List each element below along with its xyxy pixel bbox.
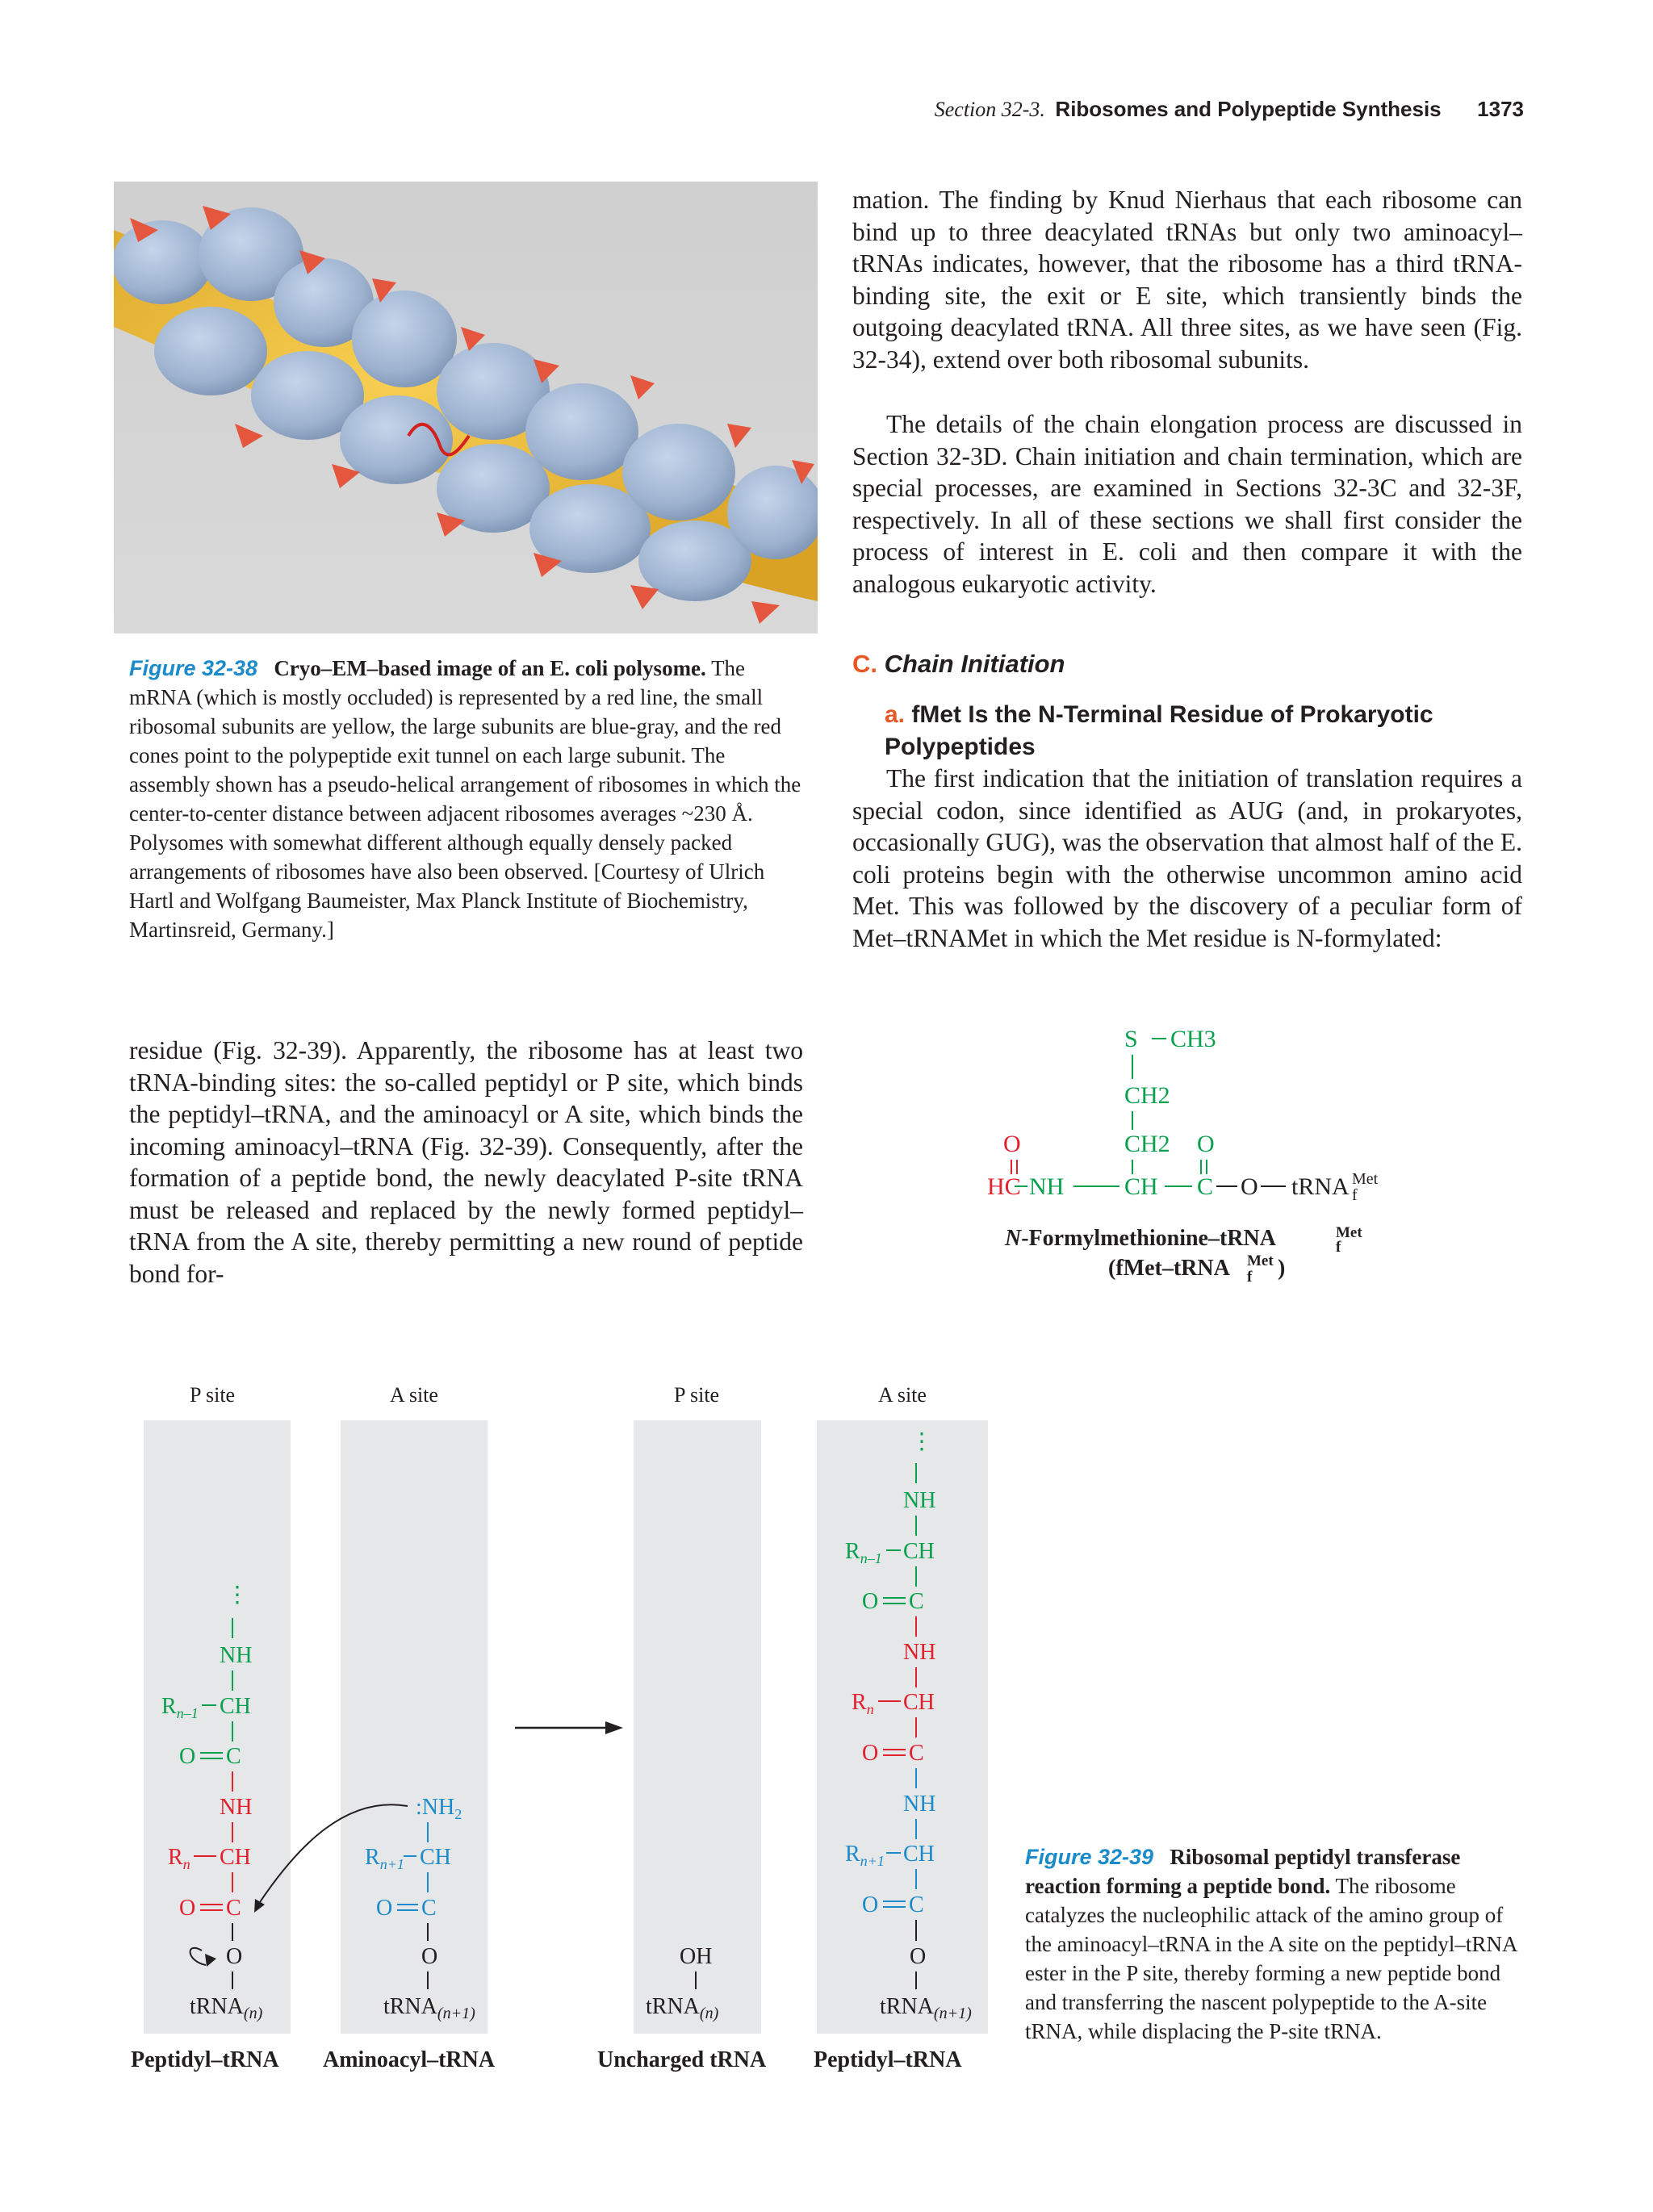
- panel-p-site-after: [634, 1420, 761, 2034]
- p3-trna: tRNA$_{(n)}$: [646, 1994, 719, 2022]
- site-label-1: P site: [190, 1383, 236, 1407]
- panel-label-3: Uncharged tRNA: [597, 2047, 767, 2072]
- figure-32-39-caption: [1025, 1842, 1525, 2046]
- p2-o: O: [376, 1896, 393, 1921]
- site-label-4: A site: [878, 1383, 927, 1407]
- polysome-image: [114, 182, 818, 633]
- p2-nh2: $:NH_2$: [416, 1795, 462, 1822]
- svg-text:⋮: ⋮: [226, 1583, 249, 1608]
- panel-label-4: Peptidyl–tRNA: [814, 2047, 962, 2072]
- paragraph-left: residue (Fig. 32-39). Apparently, the ribosome has at least two tRNA-binding sites: the so-called peptidyl or P site, which binds the peptidyl–tRNA, and the aminoacyl or A site, which binds the incoming aminoacyl–tRNA (Fig. 32-39). Consequently, after the formation of a peptide bond, the newly deacylated P-site tRNA must be released and replaced by the newly formed peptidyl–tRNA from the A site, thereby permitting a new round of peptide bond for-: [129, 1036, 803, 1288]
- fmet-c: C: [1197, 1173, 1214, 1200]
- site-label-2: A site: [390, 1383, 438, 1407]
- figure-32-39: [121, 1376, 1009, 2102]
- panel-a-site-after: [817, 1420, 988, 2034]
- p1-ch-b: CH: [220, 1845, 251, 1870]
- p4-nh-a: NH: [903, 1488, 936, 1513]
- p4-c-b: C: [909, 1741, 924, 1766]
- figure-32-38-caption: [129, 654, 803, 944]
- panel-p-site-before: [144, 1420, 291, 2034]
- figure-32-38-title: Cryo–EM–based image of an E. coli polysome.: [274, 656, 706, 680]
- p2-r: $R_{n+1}$: [365, 1845, 404, 1872]
- fmet-abbrev: (fMet–tRNA: [1108, 1256, 1230, 1281]
- p1-nh-b: NH: [220, 1795, 253, 1820]
- p4-o-b: O: [862, 1741, 879, 1766]
- fmet-trna: tRNA: [1291, 1173, 1350, 1200]
- heading-c-letter: C.: [852, 650, 877, 678]
- p4-r-c: $R_{n+1}$: [845, 1842, 885, 1869]
- p1-o-b: O: [179, 1896, 196, 1921]
- heading-a-letter: a.: [885, 701, 906, 728]
- p1-r-a: $R_{n-1}$: [161, 1694, 199, 1721]
- p4-o-a: O: [862, 1589, 879, 1614]
- heading-chain-initiation: [852, 650, 1065, 679]
- panel-a-site-before: [341, 1420, 488, 2034]
- site-label-3: P site: [674, 1383, 720, 1407]
- fmet-o-formyl: O: [1003, 1131, 1021, 1157]
- p4-c-a: C: [909, 1589, 924, 1614]
- figure-32-38-label: Figure 32-38: [129, 656, 258, 680]
- fmet-ch3: CH3: [1170, 1026, 1216, 1052]
- p4-nh-b: NH: [903, 1640, 936, 1665]
- figure-32-39-text: The ribosome catalyzes the nucleophilic attack of the amino group of the aminoacyl–tRNA in the A site on the peptidyl–tRNA ester in the P site, thereby forming a new peptide bond and transferring the nascent polypeptide to the A-site tRNA, while displacing the P-site tRNA.: [1025, 1874, 1517, 2043]
- p4-ch-a: CH: [903, 1539, 935, 1564]
- p2-c: C: [421, 1896, 437, 1921]
- p1-trna: tRNA$_{(n)}$: [190, 1994, 263, 2022]
- fmet-name-met: Met: [1336, 1224, 1362, 1241]
- p2-ch: CH: [420, 1845, 451, 1870]
- figure-32-39-label: Figure 32-39: [1025, 1845, 1154, 1869]
- fmet-structure: [973, 1013, 1425, 1303]
- p1-nh-a: NH: [220, 1643, 253, 1668]
- fmet-name: N-Formylmethionine–tRNA: [1005, 1226, 1276, 1251]
- p4-c-c: C: [909, 1892, 924, 1917]
- p4-o-ester: O: [910, 1944, 927, 1969]
- figure-32-39-title: Ribosomal peptidyl transferase reaction forming a peptide bond.: [1025, 1845, 1461, 1898]
- p2-o-ester: O: [421, 1944, 438, 1969]
- fmet-name-f: f: [1336, 1239, 1341, 1256]
- fmet-nh: NH: [1029, 1173, 1065, 1200]
- fmet-ch2-a: CH2: [1124, 1082, 1170, 1109]
- fmet-f-sub: f: [1352, 1186, 1358, 1204]
- running-header: [935, 97, 1524, 122]
- heading-a-text: fMet Is the N-Terminal Residue of Prokaryotic Polypeptides: [885, 701, 1433, 760]
- p4-r-b: $R_n$: [852, 1690, 874, 1717]
- section-title: Ribosomes and Polypeptide Synthesis: [1055, 97, 1442, 121]
- panel-label-1: Peptidyl–tRNA: [131, 2047, 279, 2072]
- p1-ch-a: CH: [220, 1694, 251, 1719]
- polysome-render: [114, 182, 818, 633]
- p1-r-b: $R_n$: [168, 1845, 190, 1872]
- heading-fmet: [885, 699, 1522, 763]
- fmet-structure-drawing: [973, 1013, 1425, 1303]
- p4-ch-b: CH: [903, 1690, 935, 1715]
- fmet-abbrev-close: ): [1278, 1256, 1286, 1281]
- fmet-ch: CH: [1124, 1173, 1158, 1200]
- paragraph-1: mation. The finding by Knud Nierhaus that each ribosome can bind up to three deacylated tRNAs but only two aminoacyl–tRNAs indicates, however, that the ribosome has a third tRNA-binding site, the exit or E site, which transiently binds the outgoing deacylated tRNA. All three sites, as we have seen (Fig. 32-34), extend over both ribosomal subunits.: [852, 186, 1522, 374]
- panel-label-2: Aminoacyl–tRNA: [323, 2047, 496, 2072]
- fmet-s: S: [1124, 1026, 1138, 1052]
- p4-trna: tRNA$_{(n+1)}$: [880, 1994, 972, 2022]
- p4-o-c: O: [862, 1892, 879, 1917]
- p3-oh: OH: [680, 1944, 713, 1969]
- fmet-hc: HC: [987, 1173, 1021, 1200]
- p1-o-ester: O: [226, 1944, 243, 1969]
- p1-c-a: C: [226, 1744, 241, 1769]
- heading-c-text: Chain Initiation: [884, 650, 1065, 678]
- peptidyl-transferase-diagram: [121, 1376, 1009, 2102]
- p4-nh-c: NH: [903, 1792, 936, 1817]
- fmet-ch2-b: CH2: [1124, 1131, 1170, 1157]
- fmet-abbrev-f: f: [1247, 1269, 1253, 1286]
- svg-text:⋮: ⋮: [910, 1429, 933, 1454]
- figure-32-38-text: The mRNA (which is mostly occluded) is represented by a red line, the small ribosomal subunits are yellow, the large subunits are blue-gray, and the red cones point to the polypeptide exit tunnel on each large subunit. The assembly shown has a pseudo-helical arrangement of ribosomes in which the center-to-center distance between adjacent ribosomes averages ~230 Å. Polysomes with somewhat different although equally densely packed arrangements of ribosomes have also been observed. [Courtesy of Ulrich Hartl and Wolfgang Baumeister, Max Planck Institute of Biochemistry, Martinsreid, Germany.]: [129, 656, 801, 942]
- fmet-abbrev-met: Met: [1247, 1252, 1274, 1269]
- section-number: Section 32-3.: [934, 98, 1045, 121]
- p2-trna: tRNA$_{(n+1)}$: [383, 1994, 475, 2022]
- p4-ch-c: CH: [903, 1842, 935, 1867]
- paragraph-2: The details of the chain elongation process are discussed in Section 32-3D. Chain initiation and chain termination, which are special processes, are examined in Sections 32-3C and 32-3F, respectively. In all of these sections we shall first consider the process of interest in E. coli and then compare it with the analogous eukaryotic activity.: [852, 410, 1522, 598]
- p1-o-a: O: [179, 1744, 196, 1769]
- page-number: 1373: [1477, 97, 1524, 121]
- p4-r-a: $R_{n-1}$: [845, 1539, 882, 1566]
- fmet-o-ester: O: [1241, 1173, 1258, 1200]
- fmet-met-super: Met: [1352, 1170, 1379, 1188]
- p1-c-b: C: [226, 1896, 241, 1921]
- fmet-o-carbonyl: O: [1197, 1131, 1215, 1157]
- paragraph-3: The first indication that the initiation of translation requires a special codon, since identified as AUG (and, in prokaryotes, occasionally GUG), was the observation that almost half of the E. coli proteins begin with the otherwise uncommon amino acid Met. This was followed by the discovery of a peculiar form of Met–tRNAMet in which the Met residue is N-formylated:: [852, 764, 1522, 952]
